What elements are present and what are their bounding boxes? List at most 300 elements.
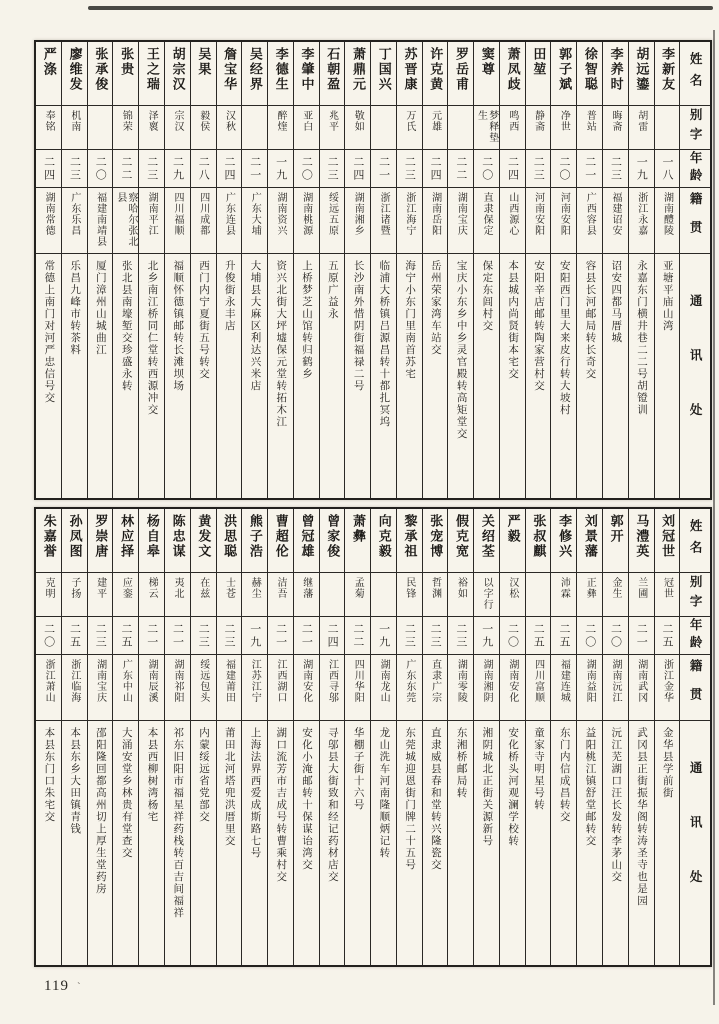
name-cell: 苏晋康 [397,42,422,106]
age-cell: 二三 [423,617,448,655]
alt-name-cell [655,106,680,150]
age-cell: 二〇 [36,617,61,655]
native-place-cell: 四川福顺 [165,188,190,254]
native-place-cell: 广东乐昌 [62,188,87,254]
name-cell: 郭子斌 [551,42,576,106]
name-cell: 李养时 [603,42,628,106]
name-cell: 严涤 [36,42,61,106]
person-column [602,509,628,965]
directory-table-lower [34,507,712,967]
person-column [344,42,370,498]
person-column [319,42,345,498]
person-column [267,42,293,498]
address-cell: 东湘桥邮局转 [455,727,467,799]
name-cell: 罗岳甫 [448,42,473,106]
header-native-place: 籍贯 [680,655,710,721]
name-cell: 陈忠谋 [165,509,190,573]
address-cell: 宝庆小东乡中乡灵官殿转高矩堂交 [455,260,467,440]
alt-name-cell: 奉铭 [36,106,61,150]
age-cell: 二四 [36,150,61,188]
address-cell: 岳州荣家湾车站交 [429,260,441,356]
alt-name-cell: 万氏 [397,106,422,150]
address-cell: 寻邬县大街致和经记药材店交 [326,727,338,883]
person-column [576,509,602,965]
alt-name-cell: 正彝 [577,573,602,617]
alt-name-cell: 毅侯 [191,106,216,150]
person-column [138,42,164,498]
person-column [267,509,293,965]
person-column [473,509,499,965]
native-place-cell: 四川华阳 [345,655,370,721]
name-cell: 张承俊 [88,42,113,106]
address-cell: 西门内宁夏街五号转交 [197,260,209,380]
person-column [370,42,396,498]
address-cell: 莆田北河塔兜洪厝里交 [223,727,235,847]
age-cell: 二一 [268,617,293,655]
header-age: 年龄 [680,617,710,655]
alt-name-cell [242,106,267,150]
person-column [36,42,61,498]
person-column [87,509,113,965]
native-place-cell: 广西容县 [577,188,602,254]
native-place-cell: 福建诏安 [603,188,628,254]
person-column [241,509,267,965]
age-cell: 二三 [191,617,216,655]
native-place-cell: 福建连城 [551,655,576,721]
name-cell: 罗崇唐 [88,509,113,573]
address-cell: 长沙南外惜阴街福禄二号 [352,260,364,392]
address-cell: 本县东乡大田镇青钱 [69,727,81,835]
alt-name-cell: 赫尘 [242,573,267,617]
person-column [628,42,654,498]
alt-name-cell: 冠世 [655,573,680,617]
alt-name-cell: 建平 [88,573,113,617]
alt-name-cell [526,573,551,617]
name-cell: 廖维发 [62,42,87,106]
name-cell: 林应择 [113,509,138,573]
person-column [138,509,164,965]
alt-name-cell: 兆平 [320,106,345,150]
native-place-cell: 湖南湘乡 [345,188,370,254]
person-column [61,509,87,965]
native-place-cell: 绥远五原 [320,188,345,254]
native-place-cell: 湖南常德 [36,188,61,254]
alt-name-cell: 克明 [36,573,61,617]
address-cell: 武冈县正街振华阁转涛圣寺也是园 [636,727,647,907]
person-column [87,42,113,498]
age-cell: 二一 [242,150,267,188]
alt-name-cell: 应銮 [113,573,138,617]
name-cell: 詹宝华 [217,42,242,106]
address-cell: 安阳辛店邮转陶家营村交 [532,260,544,392]
age-cell: 二〇 [500,617,525,655]
address-cell: 本县东门口朱宅交 [43,727,55,823]
native-place-cell: 湖南岳阳 [423,188,448,254]
native-place-cell: 湖南沅江 [603,655,628,721]
alt-name-cell: 鸣西 [500,106,525,150]
age-cell: 二五 [551,617,576,655]
person-column [164,42,190,498]
age-cell: 二五 [62,617,87,655]
age-cell: 二三 [526,150,551,188]
person-column [190,509,216,965]
person-column [499,509,525,965]
address-cell: 安阳西门里大来皮行转大坡村 [558,260,570,416]
directory-page [34,40,712,967]
age-cell: 二一 [629,617,654,655]
address-cell: 厦门漳州山城曲江 [94,260,106,356]
age-cell: 二〇 [551,150,576,188]
alt-name-cell: 裕如 [448,573,473,617]
name-cell: 刘冠世 [655,509,680,573]
address-cell: 大埔县大麻区利达兴米店 [249,260,261,392]
native-place-cell: 湖南平江 [139,188,164,254]
name-cell: 李修兴 [551,509,576,573]
person-column [36,509,61,965]
name-cell: 曾家俊 [320,509,345,573]
alt-name-cell: 净世 [551,106,576,150]
native-place-cell: 湖南宝庆 [448,188,473,254]
name-cell: 李德生 [268,42,293,106]
native-place-cell: 湖南桃源 [294,188,319,254]
name-cell: 马澧英 [629,509,654,573]
person-column [422,509,448,965]
age-cell: 一九 [371,617,396,655]
native-place-cell: 浙江萧山 [36,655,61,721]
name-cell: 张叔麒 [526,509,551,573]
native-place-cell: 山西源心 [500,188,525,254]
row-headers-column [679,509,710,965]
native-place-cell: 湖南安化 [500,655,525,721]
address-cell: 资兴北街大坪墟保元堂转拓木江 [275,260,287,428]
name-cell: 严毅 [500,509,525,573]
person-column [447,42,473,498]
name-cell: 萧鼎元 [345,42,370,106]
alt-name-cell: 继藩 [294,573,319,617]
address-cell: 升俊街永丰店 [223,260,235,332]
name-cell: 王之瑞 [139,42,164,106]
address-cell: 北乡南江桥同仁堂转西源冲交 [146,260,158,416]
name-cell: 李新友 [655,42,680,106]
address-cell: 临浦大桥镇吕源昌转十都扎冥坞 [378,260,390,428]
address-cell: 大涌安堂乡林贵有堂查交 [120,727,132,859]
address-cell: 乐昌九峰市转茶料 [69,260,81,356]
name-cell: 吴果 [191,42,216,106]
alt-name-cell [320,573,345,617]
address-cell: 东莞城迎恩街门牌二十五号 [404,727,416,871]
person-column [550,509,576,965]
person-column [319,509,345,965]
person-column [344,509,370,965]
alt-name-cell: 亚白 [294,106,319,150]
row-headers-column [679,42,710,498]
address-cell: 邵阳隆回都高州切上厚生堂药房 [94,727,106,895]
age-cell: 二〇 [474,150,499,188]
address-cell: 童家寺明星号转 [532,727,544,811]
address-cell: 龙山洗车河南隆顺炳记转 [378,727,390,859]
alt-name-cell: 子扬 [62,573,87,617]
alt-name-cell: 士苍 [217,573,242,617]
name-cell: 萧彝 [345,509,370,573]
native-place-cell: 福建莆田 [217,655,242,721]
age-cell: 二三 [397,617,422,655]
age-cell: 二一 [139,617,164,655]
age-cell: 二五 [655,617,680,655]
address-cell: 张北县南壕堑交珍盛永转 [120,260,132,392]
native-place-cell: 广东大埔 [242,188,267,254]
native-place-cell: 湖南资兴 [268,188,293,254]
name-cell: 窦尊 [474,42,499,106]
age-cell: 二三 [448,617,473,655]
person-column [499,42,525,498]
address-cell: 容县长河邮局转长奇交 [584,260,596,380]
alt-name-cell: 沛霖 [551,573,576,617]
alt-name-cell: 哲渊 [423,573,448,617]
alt-name-cell: 醉煃 [268,106,293,150]
name-cell: 石朝盈 [320,42,345,106]
alt-name-cell: 普站 [577,106,602,150]
native-place-cell: 湖南祁阳 [165,655,190,721]
header-native-place: 籍贯 [680,188,710,254]
person-column [293,509,319,965]
native-place-cell: 湖南武冈 [629,655,654,721]
name-cell: 郭开 [603,509,628,573]
address-cell: 东门内信成昌转交 [558,727,570,823]
native-place-cell: 直隶广宗 [423,655,448,721]
scan-edge-line-top [88,6,713,10]
address-cell: 益阳桃江镇舒堂邮转交 [584,727,596,847]
age-cell: 二八 [191,150,216,188]
native-place-cell: 浙江永嘉 [629,188,654,254]
person-column [422,42,448,498]
age-cell: 二〇 [603,617,628,655]
name-cell: 假克宽 [448,509,473,573]
alt-name-cell [371,573,396,617]
name-cell: 向克毅 [371,509,396,573]
person-column [293,42,319,498]
person-column [396,509,422,965]
native-place-cell: 江西寻邬 [320,655,345,721]
native-place-cell: 察哈尔张北县 [113,188,138,254]
scan-edge-line-right [713,30,715,1005]
alt-name-cell [88,106,113,150]
name-cell: 丁国兴 [371,42,396,106]
alt-name-cell: 梯云 [139,573,164,617]
age-cell: 二五 [113,617,138,655]
name-cell: 田堃 [526,42,551,106]
header-alt-name: 别字 [680,573,710,617]
page-number: 119 ` [44,978,82,994]
header-age: 年龄 [680,150,710,188]
address-cell: 华棚子街十六号 [352,727,364,811]
address-cell: 上桥梦芝山馆转归鹤乡 [301,260,313,380]
native-place-cell: 广东中山 [113,655,138,721]
native-place-cell: 江西湖口 [268,655,293,721]
address-cell: 金华县学前街 [661,727,673,799]
native-place-cell: 四川成都 [191,188,216,254]
scan-mark: ` [76,981,82,993]
age-cell: 二三 [88,617,113,655]
alt-name-cell: 静斋 [526,106,551,150]
age-cell: 二四 [217,150,242,188]
alt-name-cell: 敬如 [345,106,370,150]
name-cell: 黎承祖 [397,509,422,573]
age-cell: 二一 [577,150,602,188]
address-cell: 保定东闾村交 [481,260,493,332]
person-column [370,509,396,965]
address-cell: 海宁小东门里南首苏宅 [404,260,416,380]
name-cell: 杨自皋 [139,509,164,573]
age-cell: 二四 [500,150,525,188]
alt-name-cell: 胡雷 [629,106,654,150]
header-name: 姓名 [680,509,710,573]
header-address: 通讯处 [688,761,703,925]
name-cell: 张宠博 [423,509,448,573]
name-cell: 曾冠雄 [294,509,319,573]
age-cell: 二一 [371,150,396,188]
person-column [602,42,628,498]
native-place-cell: 直隶保定 [474,188,499,254]
alt-name-cell: 金生 [603,573,628,617]
native-place-cell: 四川富顺 [526,655,551,721]
age-cell: 二四 [320,617,345,655]
address-cell: 沅江芜湖口汪长发转李茅山交 [610,727,622,883]
name-cell: 胡宗汉 [165,42,190,106]
address-cell: 五原广益永 [326,260,338,320]
alt-name-cell: 元雄 [423,106,448,150]
alt-name-cell: 在兹 [191,573,216,617]
alt-name-cell: 汉秋 [217,106,242,150]
person-column [112,42,138,498]
native-place-cell: 湖南零陵 [448,655,473,721]
name-cell: 曹超伦 [268,509,293,573]
directory-table-upper [34,40,712,500]
native-place-cell: 浙江临海 [62,655,87,721]
person-column [61,42,87,498]
address-cell: 本县西柳树湾杨宅 [146,727,158,823]
age-cell: 一九 [629,150,654,188]
alt-name-cell: 孟菊 [345,573,370,617]
name-cell: 朱嘉誉 [36,509,61,573]
person-column [112,509,138,965]
native-place-cell: 湖南龙山 [371,655,396,721]
age-cell: 二四 [345,150,370,188]
native-place-cell: 江苏江宁 [242,655,267,721]
name-cell: 胡远鎏 [629,42,654,106]
person-column [628,509,654,965]
age-cell: 二〇 [88,150,113,188]
header-address: 通讯处 [688,294,703,458]
native-place-cell: 河南安阳 [526,188,551,254]
name-cell: 吴经界 [242,42,267,106]
native-place-cell: 湖南湘阴 [474,655,499,721]
person-column [164,509,190,965]
person-column [190,42,216,498]
age-cell: 二五 [526,617,551,655]
person-column [447,509,473,965]
name-cell: 张贵 [113,42,138,106]
address-cell: 亚塘平庙山湾 [661,260,673,332]
name-cell: 许克黄 [423,42,448,106]
alt-name-cell: 以字行 [474,573,499,617]
name-cell: 徐智聪 [577,42,602,106]
name-cell: 洪思聪 [217,509,242,573]
age-cell: 二二 [345,617,370,655]
address-cell: 直隶威县春和堂转兴隆瓷交 [429,727,441,871]
age-cell: 二一 [165,617,190,655]
person-column [525,42,551,498]
name-cell: 孙凤图 [62,509,87,573]
address-cell: 安化桥头河观澜学校转 [507,727,519,847]
alt-name-cell [448,106,473,150]
person-column [473,42,499,498]
alt-name-cell: 晦斋 [603,106,628,150]
age-cell: 二三 [62,150,87,188]
address-cell: 永嘉东门横井巷二二号胡镫训 [636,260,647,416]
native-place-cell: 河南安阳 [551,188,576,254]
age-cell: 二一 [294,617,319,655]
age-cell: 二九 [165,150,190,188]
native-place-cell: 广东东莞 [397,655,422,721]
person-column [576,42,602,498]
address-cell: 湘阴城北正街关源新号 [481,727,493,847]
person-column [550,42,576,498]
age-cell: 二三 [603,150,628,188]
native-place-cell: 湖南安化 [294,655,319,721]
native-place-cell: 湖南益阳 [577,655,602,721]
alt-name-cell: 机南 [62,106,87,150]
name-cell: 熊子浩 [242,509,267,573]
person-column [525,509,551,965]
name-cell: 黄发文 [191,509,216,573]
address-cell: 常德上南门对河严忠信号交 [43,260,55,404]
alt-name-cell: 锦荣 [113,106,138,150]
person-column [241,42,267,498]
address-cell: 诏安四都马厝城 [610,260,622,344]
age-cell: 二二 [448,150,473,188]
age-cell: 一九 [474,617,499,655]
person-column [654,509,680,965]
age-cell: 一九 [242,617,267,655]
address-cell: 内蒙绥远省党部交 [197,727,209,823]
address-cell: 本县城内尚贤街本宅交 [507,260,519,380]
name-cell: 李肇中 [294,42,319,106]
native-place-cell: 湖南醴陵 [655,188,680,254]
age-cell: 二四 [423,150,448,188]
native-place-cell: 浙江海宁 [397,188,422,254]
age-cell: 二三 [320,150,345,188]
age-cell: 一八 [655,150,680,188]
alt-name-cell: 宗汉 [165,106,190,150]
age-cell: 二三 [397,150,422,188]
age-cell: 一九 [268,150,293,188]
alt-name-cell: 梦释垫生 [474,106,499,150]
native-place-cell: 广东连县 [217,188,242,254]
alt-name-cell: 夷北 [165,573,190,617]
age-cell: 二二 [113,150,138,188]
alt-name-cell: 泽褱 [139,106,164,150]
native-place-cell: 绥远包头 [191,655,216,721]
alt-name-cell: 洁吾 [268,573,293,617]
alt-name-cell: 兰圃 [629,573,654,617]
header-name: 姓名 [680,42,710,106]
native-place-cell: 福建南靖县 [88,188,113,254]
person-column [654,42,680,498]
age-cell: 二三 [217,617,242,655]
name-cell: 萧凤歧 [500,42,525,106]
native-place-cell: 湖南宝庆 [88,655,113,721]
age-cell: 二〇 [294,150,319,188]
